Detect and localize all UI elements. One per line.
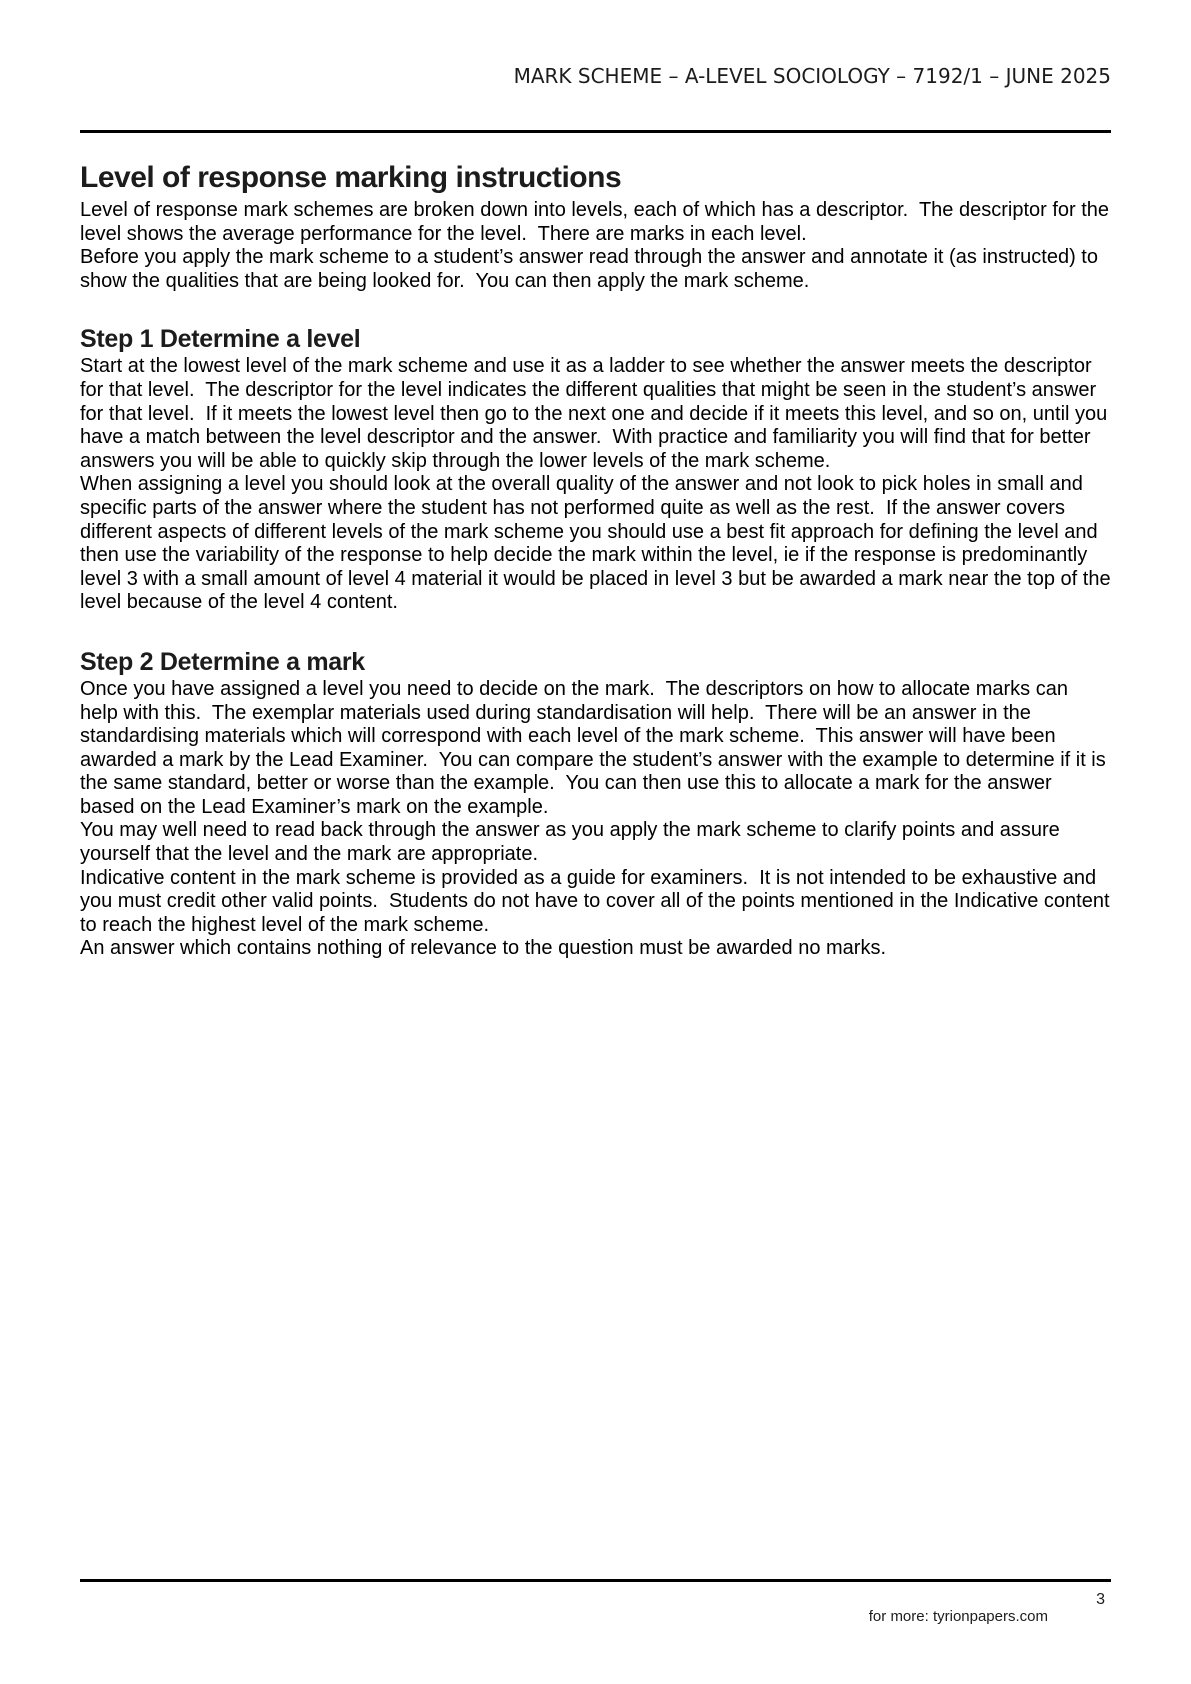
footer-rule <box>80 1579 1111 1582</box>
page-title: Level of response marking instructions <box>80 161 622 194</box>
footer-note: for more: tyrionpapers.com <box>868 1608 1048 1625</box>
header-rule <box>80 130 1111 133</box>
paragraph-step2-1: Once you have assigned a level you need to decide on the mark. The descriptors on how to allocate marks can help with this. The exemplar materials used during standardisation will help. There will be an answer in the standardising materials which will correspond with each level of the mark scheme. This answer will have been awarded a mark by the Lead Examiner. You can compare the student’s answer with the example to determine if it is the same standard, better or worse than the example. You can then use this to allocate a mark for the answer based on the Lead Examiner’s mark on the example. <box>80 677 1112 818</box>
paragraph-step2-2: You may well need to read back through the answer as you apply the mark scheme to clarify points and assure yourself that the level and the mark are appropriate. <box>80 819 1066 866</box>
paragraph-intro-1: Level of response mark schemes are broken down into levels, each of which has a descriptor. The descriptor for the level shows the average performance for the level. There are marks in each level. <box>80 199 1115 245</box>
paragraph-step1-1: Start at the lowest level of the mark scheme and use it as a ladder to see whether the answer meets the descriptor for that level. The descriptor for the level indicates the different qualities that might be seen in the student’s answer for that level. If it meets the lowest level then go to the next one and decide if it meets this level, and so on, until you have a match between the level descriptor and the answer. With practice and familiarity you will find that for better answers you will be able to quickly skip through the lower levels of the mark scheme. <box>80 355 1113 472</box>
paragraph-intro-2: Before you apply the mark scheme to a student’s answer read through the answer and annotate it (as instructed) to show the qualities that are being looked for. You can then apply the mark scheme. <box>80 246 1104 292</box>
page-number: 3 <box>1096 1591 1105 1608</box>
running-header: MARK SCHEME – A-LEVEL SOCIOLOGY – 7192/1 – JUNE 2025 <box>513 64 1111 88</box>
heading-step-1-determine-a-level: Step 1 Determine a level <box>80 325 361 354</box>
paragraph-step2-4: An answer which contains nothing of relevance to the question must be awarded no marks. <box>80 937 887 960</box>
paragraph-step2-3: Indicative content in the mark scheme is provided as a guide for examiners. It is not intended to be exhaustive and you must credit other valid points. Students do not have to cover all of the points mentioned in the Indicative content to reach the highest level of the mark scheme. <box>80 866 1116 936</box>
paragraph-step1-2: When assigning a level you should look at the overall quality of the answer and not look to pick holes in small and specific parts of the answer where the student has not performed quite as well as the rest. If the answer covers different aspects of different levels of the mark scheme you should use a best fit approach for defining the level and then use the variability of the response to help decide the mark within the level, ie if the response is predominantly level 3 with a small amount of level 4 material it would be placed in level 3 but be awarded a mark near the top of the level because of the level 4 content. <box>80 473 1117 614</box>
heading-step-2-determine-a-mark: Step 2 Determine a mark <box>80 647 365 676</box>
